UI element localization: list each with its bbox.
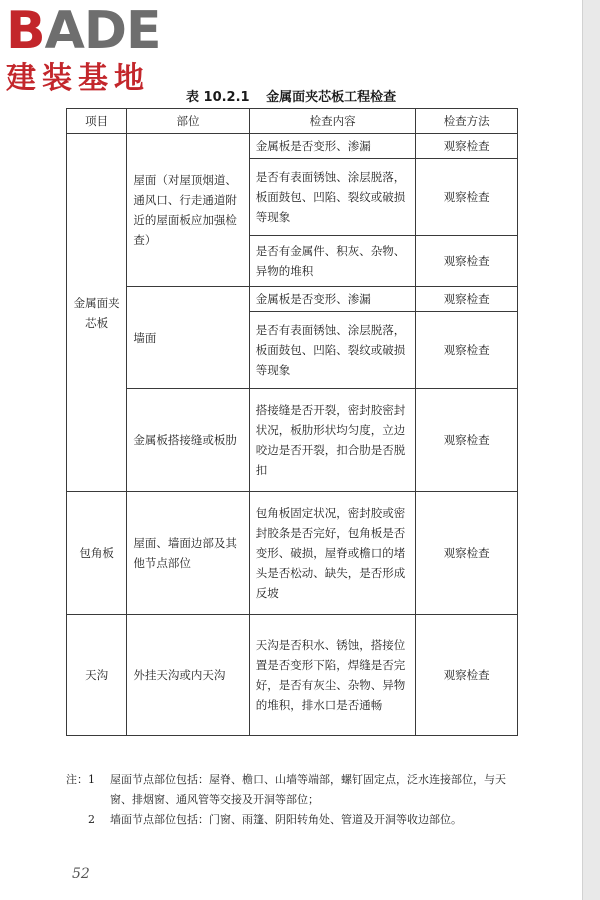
page-number: 52: [72, 866, 90, 882]
item-cell: 金属面夹芯板: [67, 134, 127, 492]
content-cell: 是否有金属件、积灰、杂物、异物的堆积: [249, 236, 416, 287]
bade-logo: [6, 2, 176, 102]
note-number: 1: [88, 773, 95, 786]
inspection-table: [66, 108, 518, 736]
item-cell: 天沟: [67, 615, 127, 736]
logo-subtitle: 建装基地: [6, 61, 150, 96]
table-title: [186, 86, 396, 105]
note-text: 屋面节点部位包括：屋脊、檐口、山墙等端部，螺钉固定点，泛水连接部位，与天窗、排烟窗、通风管等交接及开洞等部位；: [110, 773, 506, 806]
note-item: [66, 810, 526, 830]
part-cell: 屋面、墙面边部及其他节点部位: [127, 492, 249, 615]
header-part: 部位: [127, 109, 249, 134]
table-title-text: 金属面夹芯板工程检查: [266, 90, 397, 105]
note-number: 2: [88, 813, 95, 826]
method-cell: 观察检查: [416, 492, 518, 615]
method-cell: 观察检查: [416, 159, 518, 236]
content-cell: 金属板是否变形、渗漏: [249, 287, 416, 312]
method-cell: 观察检查: [416, 615, 518, 736]
table-row: [67, 287, 518, 312]
note-label: 注：: [66, 773, 88, 786]
part-cell: 外挂天沟或内天沟: [127, 615, 249, 736]
item-cell: 包角板: [67, 492, 127, 615]
method-cell: 观察检查: [416, 312, 518, 389]
method-cell: 观察检查: [416, 134, 518, 159]
table-row: [67, 615, 518, 736]
content-cell: 金属板是否变形、渗漏: [249, 134, 416, 159]
header-method: 检查方法: [416, 109, 518, 134]
note-item: [66, 770, 526, 810]
method-cell: 观察检查: [416, 389, 518, 492]
table-number: 表 10.2.1: [186, 90, 250, 105]
note-text: 墙面节点部位包括：门窗、雨篷、阴阳转角处、管道及开洞等收边部位。: [110, 813, 462, 826]
table-row: [67, 492, 518, 615]
content-cell: 是否有表面锈蚀、涂层脱落，板面鼓包、凹陷、裂纹或破损等现象: [249, 159, 416, 236]
table-row: [67, 389, 518, 492]
method-cell: 观察检查: [416, 287, 518, 312]
part-cell: 屋面（对屋顶烟道、通风口、行走通道附近的屋面板应加强检查）: [127, 134, 249, 287]
table-header-row: [67, 109, 518, 134]
part-cell: 墙面: [127, 287, 249, 389]
content-cell: 天沟是否积水、锈蚀，搭接位置是否变形下陷，焊缝是否完好，是否有灰尘、杂物、异物的堆积，排水口是否通畅: [249, 615, 416, 736]
header-content: 检查内容: [249, 109, 416, 134]
logo-wordmark: BADE: [6, 1, 161, 61]
page-edge: [582, 0, 600, 900]
content-cell: 是否有表面锈蚀、涂层脱落，板面鼓包、凹陷、裂纹或破损等现象: [249, 312, 416, 389]
content-cell: 包角板固定状况，密封胶或密封胶条是否完好，包角板是否变形、破损，屋脊或檐口的堵头是否松动、缺失，是否形成反坡: [249, 492, 416, 615]
part-cell: 金属板搭接缝或板肋: [127, 389, 249, 492]
content-cell: 搭接缝是否开裂，密封胶密封状况，板肋形状均匀度，立边咬边是否开裂，扣合肋是否脱扣: [249, 389, 416, 492]
method-cell: 观察检查: [416, 236, 518, 287]
table-notes: [66, 770, 526, 830]
table-row: [67, 134, 518, 159]
header-item: 项目: [67, 109, 127, 134]
